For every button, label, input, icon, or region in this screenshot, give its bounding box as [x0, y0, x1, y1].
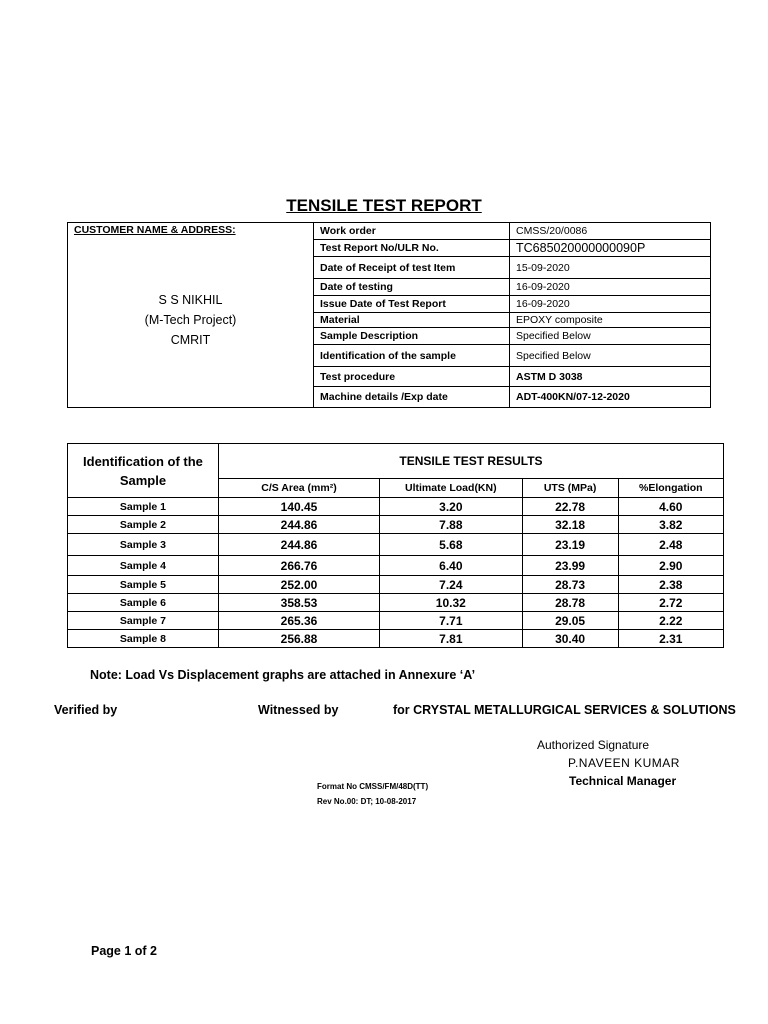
identification-header: Identification of the Sample [68, 444, 219, 498]
cell-area: 266.76 [218, 556, 379, 576]
info-label: Issue Date of Test Report [314, 296, 510, 313]
table-row [68, 498, 724, 516]
info-label: Identification of the sample [314, 345, 510, 367]
info-value: ASTM D 3038 [510, 367, 711, 387]
table-row [68, 534, 724, 556]
signatory-name: P.NAVEEN KUMAR [568, 756, 680, 770]
tensile-results-table [67, 443, 724, 648]
customer-label: CUSTOMER NAME & ADDRESS: [74, 224, 236, 236]
sample-name: Sample 4 [68, 556, 219, 576]
sample-name: Sample 8 [68, 630, 219, 648]
cell-uts: 29.05 [522, 612, 618, 630]
cell-elong: 2.31 [618, 630, 723, 648]
table-row [68, 612, 724, 630]
cell-load: 3.20 [380, 498, 523, 516]
cell-elong: 3.82 [618, 516, 723, 534]
cell-uts: 32.18 [522, 516, 618, 534]
revision-number: Rev No.00: DT; 10-08-2017 [317, 797, 417, 806]
info-label: Date of Receipt of test Item [314, 257, 510, 279]
cell-load: 7.88 [380, 516, 523, 534]
sample-name: Sample 1 [68, 498, 219, 516]
sample-name: Sample 6 [68, 594, 219, 612]
info-label: Test Report No/ULR No. [314, 240, 510, 257]
cell-uts: 28.73 [522, 576, 618, 594]
cell-area: 358.53 [218, 594, 379, 612]
customer-details [74, 290, 307, 350]
column-header: Ultimate Load(KN) [380, 479, 523, 498]
customer-institute: CMRIT [170, 333, 211, 347]
tensile-results-header: TENSILE TEST RESULTS [218, 444, 723, 479]
authorized-signature-label: Authorized Signature [537, 738, 650, 752]
info-value: TC685020000000090P [510, 240, 711, 257]
cell-area: 140.45 [218, 498, 379, 516]
report-title: TENSILE TEST REPORT [286, 196, 482, 215]
company-signature-line: for CRYSTAL METALLURGICAL SERVICES & SOLUTIONS [393, 703, 736, 717]
cell-area: 256.88 [218, 630, 379, 648]
cell-area: 265.36 [218, 612, 379, 630]
annexure-note: Note: Load Vs Displacement graphs are attached in Annexure ‘A’ [90, 668, 476, 682]
cell-load: 7.81 [380, 630, 523, 648]
info-label: Date of testing [314, 279, 510, 296]
cell-load: 7.24 [380, 576, 523, 594]
cell-load: 10.32 [380, 594, 523, 612]
info-value: 15-09-2020 [510, 257, 711, 279]
verified-by: Verified by [54, 703, 118, 717]
customer-project: (M-Tech Project) [144, 313, 237, 327]
cell-elong: 2.72 [618, 594, 723, 612]
cell-uts: 22.78 [522, 498, 618, 516]
cell-elong: 2.48 [618, 534, 723, 556]
info-value: Specified Below [510, 345, 711, 367]
format-number: Format No CMSS/FM/48D(TT) [317, 782, 429, 791]
customer-name: S S NIKHIL [158, 293, 223, 307]
table-row [68, 630, 724, 648]
column-header: UTS (MPa) [522, 479, 618, 498]
cell-area: 252.00 [218, 576, 379, 594]
cell-elong: 2.38 [618, 576, 723, 594]
cell-area: 244.86 [218, 516, 379, 534]
cell-area: 244.86 [218, 534, 379, 556]
table-row [68, 516, 724, 534]
cell-uts: 28.78 [522, 594, 618, 612]
info-value: 16-09-2020 [510, 279, 711, 296]
info-label: Machine details /Exp date [314, 387, 510, 408]
page-number: Page 1 of 2 [91, 944, 157, 958]
cell-load: 5.68 [380, 534, 523, 556]
cell-uts: 30.40 [522, 630, 618, 648]
sample-name: Sample 7 [68, 612, 219, 630]
info-value: ADT-400KN/07-12-2020 [510, 387, 711, 408]
table-row [68, 594, 724, 612]
signatory-designation: Technical Manager [569, 774, 677, 788]
sample-name: Sample 2 [68, 516, 219, 534]
info-value: 16-09-2020 [510, 296, 711, 313]
witnessed-by: Witnessed by [258, 703, 339, 717]
info-value: Specified Below [510, 328, 711, 345]
cell-uts: 23.19 [522, 534, 618, 556]
cell-uts: 23.99 [522, 556, 618, 576]
table-row [68, 576, 724, 594]
cell-load: 6.40 [380, 556, 523, 576]
sample-name: Sample 5 [68, 576, 219, 594]
info-label: Test procedure [314, 367, 510, 387]
sample-name: Sample 3 [68, 534, 219, 556]
cell-elong: 2.90 [618, 556, 723, 576]
cell-elong: 2.22 [618, 612, 723, 630]
info-label: Material [314, 313, 510, 328]
customer-cell [68, 223, 314, 408]
info-value: CMSS/20/0086 [510, 223, 711, 240]
column-header: %Elongation [618, 479, 723, 498]
report-info-table [67, 222, 711, 408]
info-value: EPOXY composite [510, 313, 711, 328]
column-header: C/S Area (mm²) [218, 479, 379, 498]
info-label: Sample Description [314, 328, 510, 345]
cell-load: 7.71 [380, 612, 523, 630]
table-row [68, 556, 724, 576]
info-row [68, 223, 711, 240]
info-label: Work order [314, 223, 510, 240]
cell-elong: 4.60 [618, 498, 723, 516]
